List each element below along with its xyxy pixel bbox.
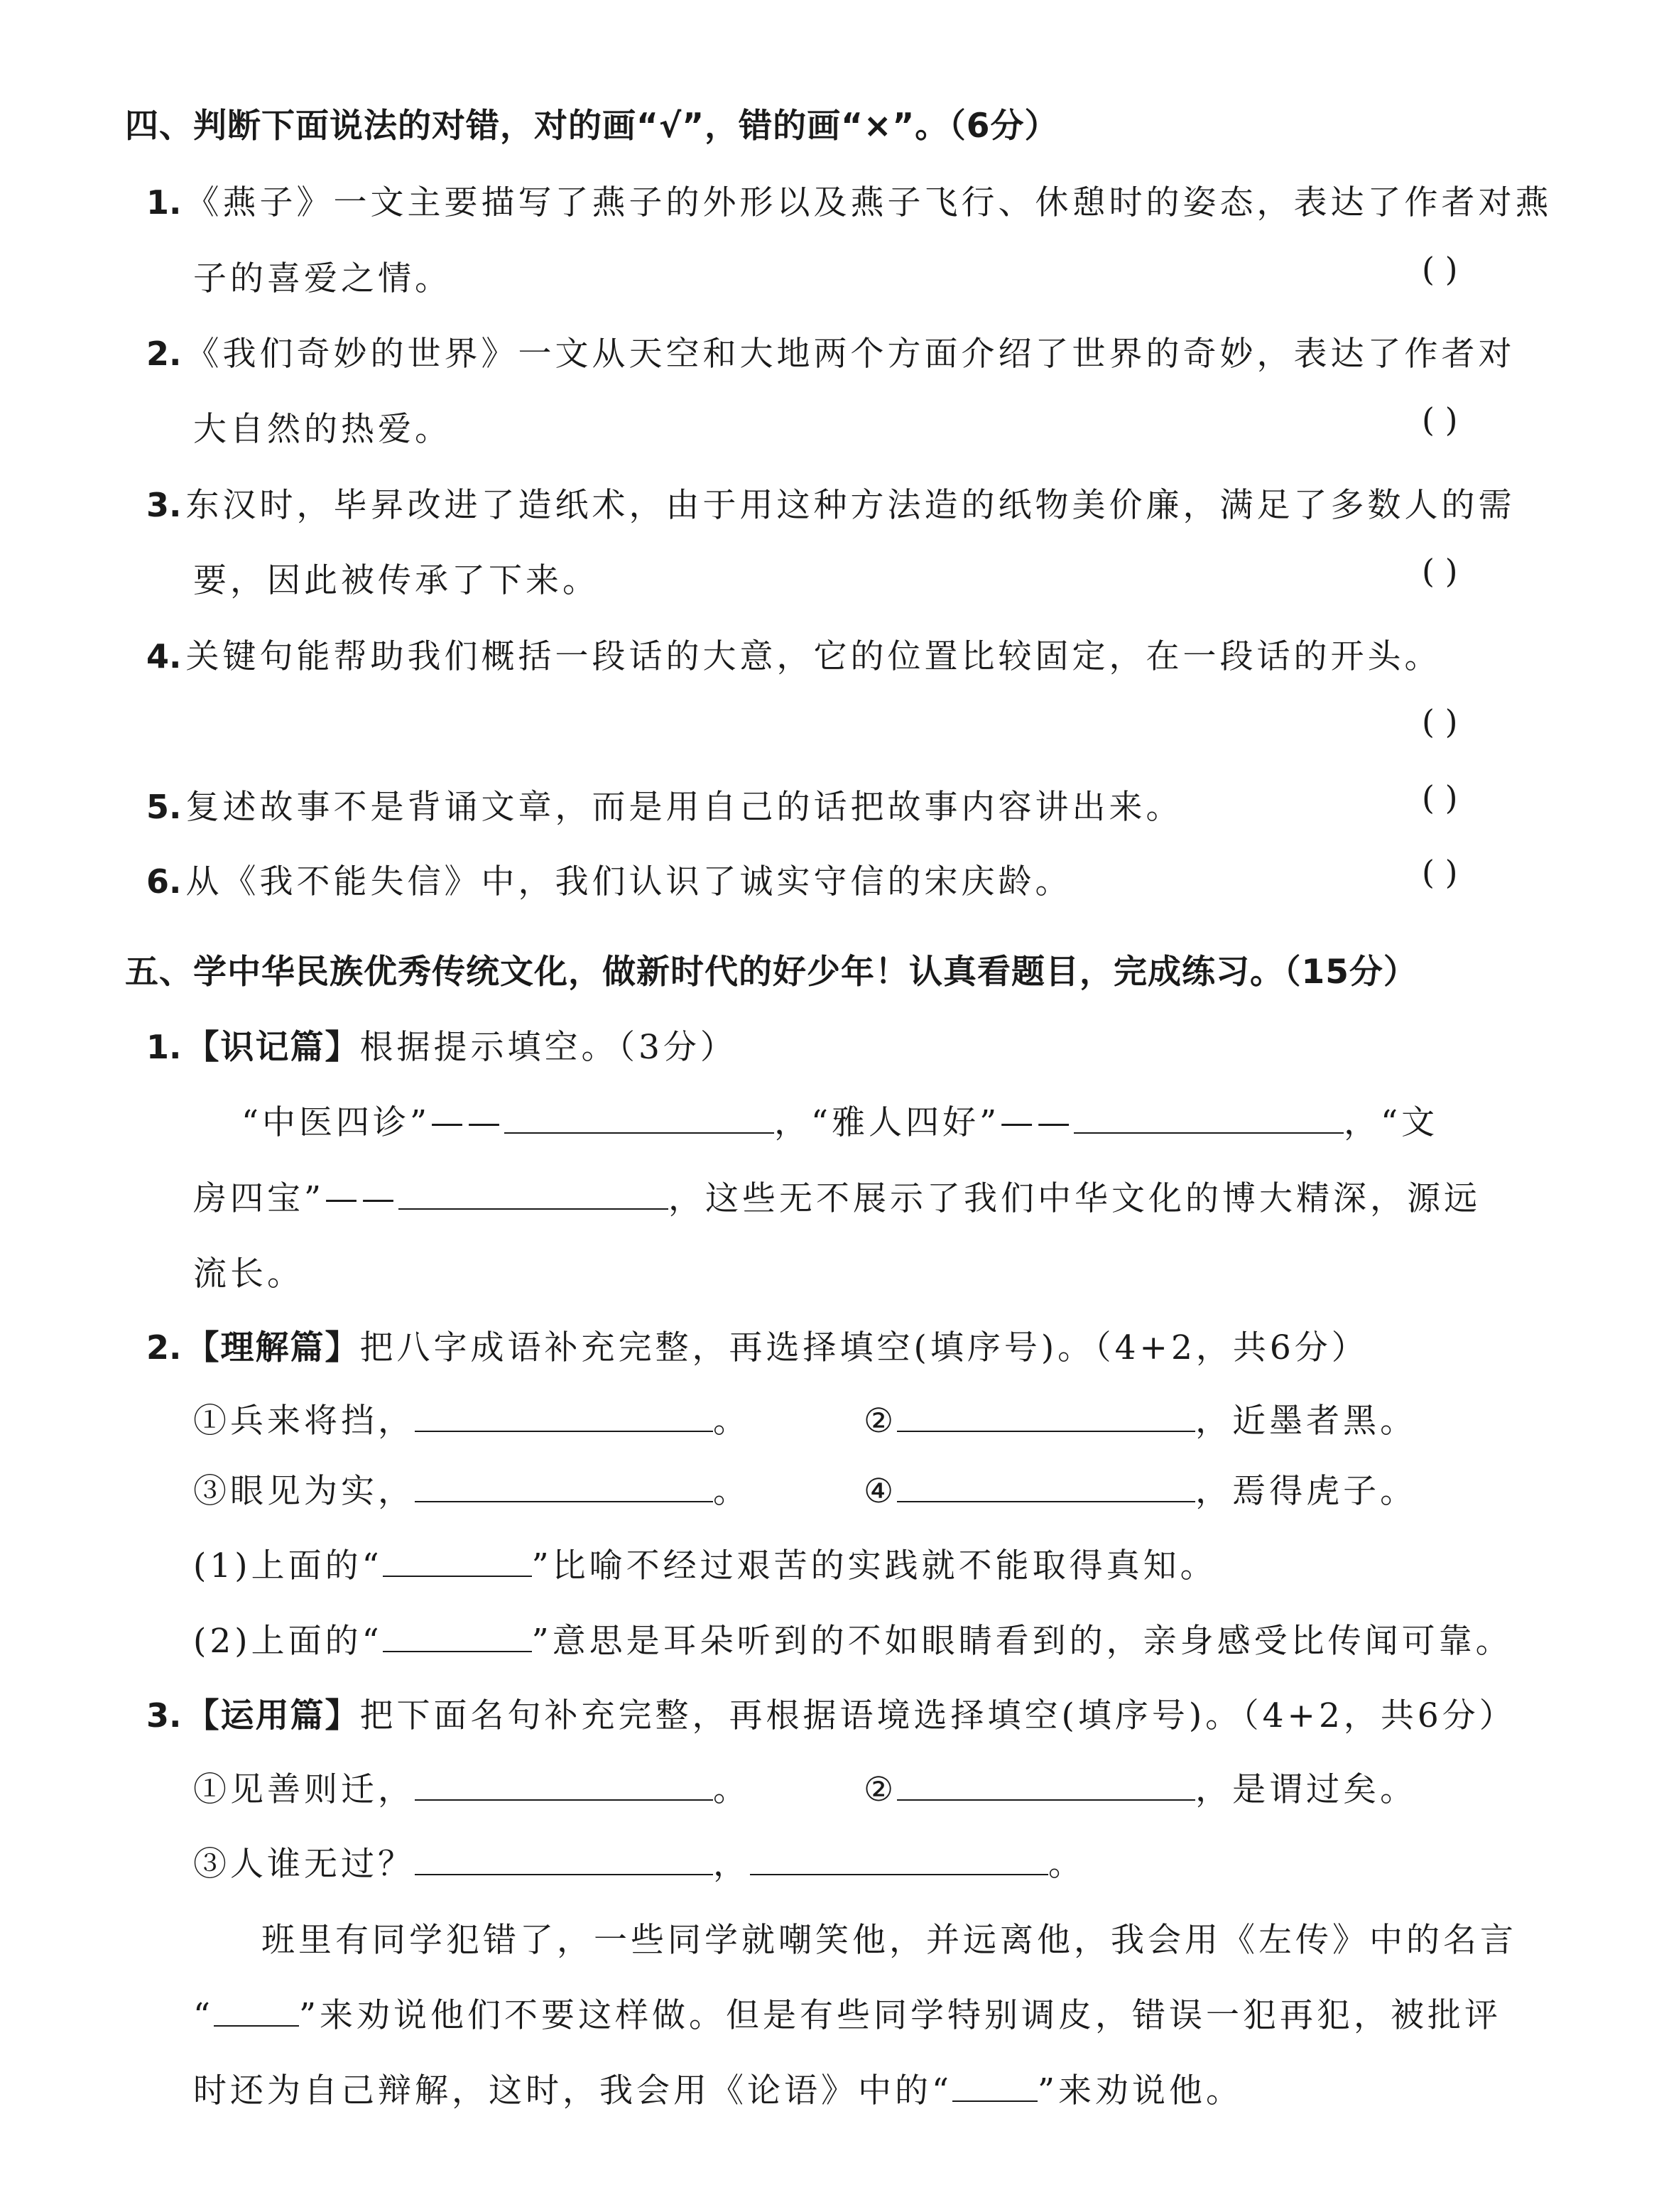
answer-blank[interactable] [1074, 1104, 1344, 1134]
fill-line-3: 流长。 [193, 1254, 304, 1294]
text-segment: ，“文 [1344, 1103, 1439, 1142]
judge-item-2 [146, 327, 1515, 375]
question-5-2 [146, 1321, 1369, 1369]
text-segment: ”来劝说他们不要这样做。但是有些同学特别调皮，错误一犯再犯，被批评 [299, 1996, 1502, 2035]
item-number: 3. [146, 486, 182, 524]
text-segment: ①兵来将挡， [193, 1402, 415, 1441]
text-segment: ， [713, 1845, 750, 1884]
text-segment: ，焉得虎子。 [1195, 1472, 1418, 1511]
answer-parentheses[interactable]: ( ) [1422, 250, 1458, 288]
answer-parentheses[interactable]: ( ) [1422, 703, 1458, 741]
answer-blank[interactable] [897, 1473, 1195, 1502]
fill-line-2 [193, 1172, 1481, 1220]
context-paragraph-line2 [193, 1989, 1501, 2037]
answer-blank[interactable] [415, 1473, 713, 1502]
text-segment: (2)上面的“ [193, 1622, 383, 1661]
item-number: 2. [146, 335, 182, 373]
answer-parentheses[interactable]: ( ) [1422, 552, 1458, 590]
context-paragraph-line3 [193, 2064, 1243, 2112]
answer-blank[interactable] [214, 1997, 299, 2027]
text-segment: ”意思是耳朵听到的不如眼睛看到的，亲身感受比传闻可靠。 [531, 1622, 1513, 1661]
item-number: 1. [146, 183, 182, 222]
item-number: 4. [146, 637, 182, 676]
judge-item-1 [146, 176, 1552, 224]
item-text-line1: 关键句能帮助我们概括一段话的大意，它的位置比较固定，在一段话的开头。 [185, 637, 1442, 676]
item-text-line2: 子的喜爱之情。 [193, 259, 452, 298]
quote-3 [193, 1838, 1085, 1885]
question-number: 3. [146, 1696, 182, 1735]
text-segment: ④ [864, 1472, 898, 1511]
answer-blank[interactable] [897, 1771, 1195, 1801]
section-4-title: 四、判断下面说法的对错，对的画“√”，错的画“×”。（6分） [125, 107, 1059, 146]
question-instruction: 把八字成语补充完整，再选择填空(填序号)。（4+2，共6分） [359, 1328, 1369, 1367]
text-segment: 时还为自己辩解，这时，我会用《论语》中的“ [193, 2071, 953, 2110]
item-number: 6. [146, 862, 182, 901]
answer-blank[interactable] [415, 1845, 713, 1875]
answer-blank[interactable] [383, 1547, 532, 1577]
section-5-title: 五、学中华民族优秀传统文化，做新时代的好少年！认真看题目，完成练习。（15分） [125, 953, 1418, 992]
answer-blank[interactable] [897, 1402, 1195, 1432]
idiom-2 [864, 1394, 1417, 1442]
sub-question-2 [193, 1615, 1513, 1662]
text-segment: 。 [1048, 1845, 1085, 1884]
item-number: 5. [146, 788, 182, 826]
text-segment: ，是谓过矣。 [1195, 1770, 1418, 1809]
fill-line-1 [241, 1096, 1438, 1144]
text-segment: “中医四诊”—— [241, 1103, 505, 1142]
answer-blank[interactable] [750, 1845, 1048, 1875]
question-tag: 【识记篇】 [185, 1028, 360, 1067]
question-5-3 [146, 1689, 1516, 1737]
question-5-1 [146, 1021, 737, 1068]
item-text-line2: 大自然的热爱。 [193, 410, 452, 449]
text-segment: (1)上面的“ [193, 1546, 383, 1585]
text-segment: ③人谁无过？ [193, 1845, 415, 1884]
text-segment: ，近墨者黑。 [1195, 1402, 1418, 1441]
context-paragraph-line1: 班里有同学犯错了，一些同学就嘲笑他，并远离他，我会用《左传》中的名言 [261, 1921, 1517, 1960]
question-tag: 【运用篇】 [185, 1696, 360, 1735]
idiom-3 [193, 1465, 750, 1512]
text-segment: 。 [713, 1770, 750, 1809]
judge-item-6 [146, 855, 1072, 903]
answer-parentheses[interactable]: ( ) [1422, 779, 1458, 817]
item-text-line1: 复述故事不是背诵文章，而是用自己的话把故事内容讲出来。 [185, 788, 1183, 827]
answer-blank[interactable] [398, 1180, 668, 1210]
judge-item-4 [146, 630, 1441, 678]
text-segment: ，“雅人四好”—— [774, 1103, 1075, 1142]
judge-item-5 [146, 781, 1182, 828]
text-segment: 房四宝”—— [193, 1179, 399, 1218]
answer-blank[interactable] [383, 1622, 532, 1652]
question-number: 2. [146, 1328, 182, 1367]
item-text-line1: 从《我不能失信》中，我们认识了诚实守信的宋庆龄。 [185, 862, 1072, 901]
question-instruction: 把下面名句补充完整，再根据语境选择填空(填序号)。（4+2，共6分） [359, 1696, 1516, 1735]
item-text-line1: 《燕子》一文主要描写了燕子的外形以及燕子飞行、休憩时的姿态，表达了作者对燕 [185, 183, 1552, 222]
text-segment: 。 [713, 1472, 750, 1511]
question-instruction: 根据提示填空。（3分） [359, 1028, 737, 1067]
question-tag: 【理解篇】 [185, 1328, 360, 1367]
judge-item-3 [146, 479, 1515, 526]
text-segment: ”比喻不经过艰苦的实践就不能取得真知。 [531, 1546, 1217, 1585]
item-text-line2: 要，因此被传承了下来。 [193, 561, 599, 600]
answer-blank[interactable] [415, 1771, 713, 1801]
text-segment: ② [864, 1402, 898, 1441]
idiom-1 [193, 1394, 750, 1442]
answer-blank[interactable] [504, 1104, 774, 1134]
text-segment: “ [193, 1996, 214, 2035]
text-segment: ”来劝说他。 [1038, 2071, 1244, 2110]
answer-parentheses[interactable]: ( ) [1422, 401, 1458, 439]
text-segment: ③眼见为实， [193, 1472, 415, 1511]
answer-blank[interactable] [415, 1402, 713, 1432]
item-text-line1: 《我们奇妙的世界》一文从天空和大地两个方面介绍了世界的奇妙，表达了作者对 [185, 335, 1516, 374]
question-number: 1. [146, 1028, 182, 1066]
idiom-4 [864, 1465, 1417, 1512]
text-segment: 。 [713, 1402, 750, 1441]
text-segment: ，这些无不展示了我们中华文化的博大精深，源远 [668, 1179, 1481, 1218]
item-text-line1: 东汉时，毕昇改进了造纸术，由于用这种方法造的纸物美价廉，满足了多数人的需 [185, 486, 1516, 525]
sub-question-1 [193, 1539, 1217, 1587]
answer-blank[interactable] [952, 2072, 1038, 2102]
text-segment: ② [864, 1770, 898, 1809]
text-segment: ①见善则迁， [193, 1770, 415, 1809]
quote-1 [193, 1763, 750, 1811]
quote-2 [864, 1763, 1417, 1811]
answer-parentheses[interactable]: ( ) [1422, 853, 1458, 891]
